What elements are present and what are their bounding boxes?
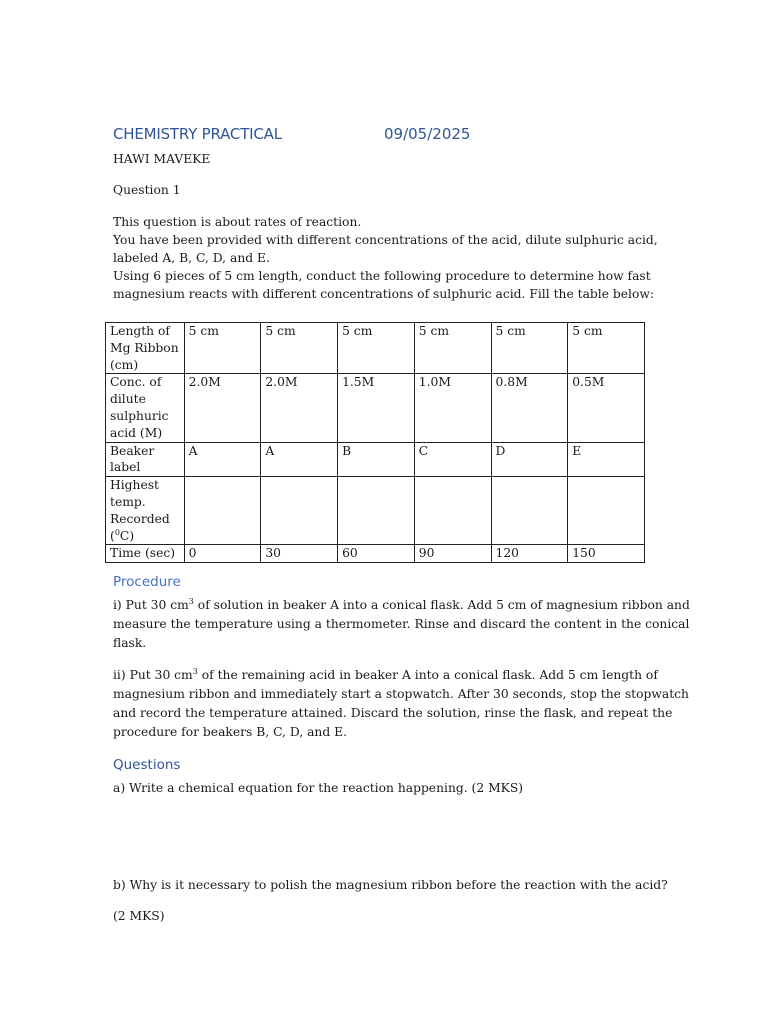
row-header-temperature — [106, 477, 185, 545]
header-line: Conc. of — [110, 375, 162, 390]
row-header-length — [106, 323, 185, 374]
step-line — [113, 666, 658, 685]
header-line: Recorded — [110, 511, 170, 526]
table-cell[interactable]: 5 cm — [184, 323, 261, 374]
table-cell[interactable]: E — [568, 442, 645, 477]
intro-paragraph — [113, 213, 658, 303]
document-title: CHEMISTRY PRACTICAL — [113, 125, 282, 143]
results-table — [105, 322, 645, 563]
table-cell[interactable]: 1.5M — [338, 374, 415, 442]
table-cell-empty[interactable] — [414, 477, 491, 545]
table-cell[interactable]: 0.5M — [568, 374, 645, 442]
header-line: Length of — [110, 324, 170, 338]
table-cell[interactable]: D — [491, 442, 568, 477]
intro-line: labeled A, B, C, D, and E. — [113, 251, 270, 265]
step-line: procedure for beakers B, C, D, and E. — [113, 725, 348, 739]
table-row — [106, 374, 645, 442]
table-row — [106, 323, 645, 374]
document-date: 09/05/2025 — [384, 125, 471, 143]
table-cell[interactable]: 2.0M — [184, 374, 261, 442]
question-label: Question 1 — [113, 183, 181, 197]
table-cell[interactable]: A — [261, 442, 338, 477]
table-cell[interactable]: 0 — [184, 545, 261, 563]
header-line — [110, 528, 180, 545]
table-cell-empty[interactable] — [184, 477, 261, 545]
header-line: acid (M) — [110, 425, 163, 440]
table-cell[interactable]: 150 — [568, 545, 645, 563]
header-line: temp. — [110, 494, 146, 509]
table-cell[interactable]: 5 cm — [414, 323, 491, 374]
degree-superscript: 0 — [114, 527, 120, 537]
question-a: a) Write a chemical equation for the reaction happening. (2 MKS) — [113, 781, 524, 795]
procedure-step-2 — [113, 666, 689, 742]
table-cell[interactable]: 120 — [491, 545, 568, 563]
table-cell[interactable]: 2.0M — [261, 374, 338, 442]
step-text: of the remaining acid in beaker A into a conical flask. Add 5 cm length of — [197, 668, 658, 682]
table-cell[interactable]: 0.8M — [491, 374, 568, 442]
cubic-superscript: 3 — [192, 666, 198, 676]
table-cell[interactable]: B — [338, 442, 415, 477]
table-row — [106, 442, 645, 477]
header-line: sulphuric — [110, 408, 169, 423]
header-line: Highest — [110, 478, 159, 493]
header-line: dilute — [110, 392, 146, 407]
header-line: Time (sec) — [110, 546, 176, 561]
table-row — [106, 545, 645, 563]
table-cell-empty[interactable] — [491, 477, 568, 545]
table-cell[interactable]: 5 cm — [568, 323, 645, 374]
questions-heading: Questions — [113, 757, 181, 773]
procedure-step-1 — [113, 596, 690, 653]
header-line: (cm) — [110, 357, 139, 372]
table-cell[interactable]: 5 cm — [338, 323, 415, 374]
step-line: flask. — [113, 636, 147, 650]
intro-line: You have been provided with different concentrations of the acid, dilute sulphuric acid, — [113, 233, 658, 247]
table-cell[interactable]: 60 — [338, 545, 415, 563]
header-line: Mg Ribbon — [110, 340, 179, 355]
step-prefix: i) Put 30 cm — [113, 598, 189, 612]
intro-line: magnesium reacts with different concentrations of sulphuric acid. Fill the table below: — [113, 287, 655, 301]
table-cell-empty[interactable] — [338, 477, 415, 545]
table-cell-empty[interactable] — [261, 477, 338, 545]
header-line: label — [110, 460, 141, 475]
step-prefix: ii) Put 30 cm — [113, 668, 193, 682]
table-row — [106, 477, 645, 545]
header-line: Beaker — [110, 443, 155, 458]
step-line: and record the temperature attained. Discard the solution, rinse the flask, and repeat the — [113, 706, 673, 720]
table-cell-empty[interactable] — [568, 477, 645, 545]
intro-line: This question is about rates of reaction. — [113, 215, 362, 229]
procedure-heading: Procedure — [113, 574, 181, 590]
table-cell[interactable]: 5 cm — [491, 323, 568, 374]
step-text: of solution in beaker A into a conical flask. Add 5 cm of magnesium ribbon and — [193, 598, 690, 612]
step-line — [113, 596, 690, 615]
paren-open: ( — [110, 528, 115, 543]
table-cell[interactable]: 30 — [261, 545, 338, 563]
step-line: measure the temperature using a thermometer. Rinse and discard the content in the conical — [113, 617, 690, 631]
question-b: b) Why is it necessary to polish the magnesium ribbon before the reaction with the acid? — [113, 878, 668, 892]
unit-celsius: C) — [119, 528, 135, 543]
title-row — [113, 125, 653, 147]
table-cell[interactable]: 5 cm — [261, 323, 338, 374]
table-cell[interactable]: 90 — [414, 545, 491, 563]
row-header-time — [106, 545, 185, 563]
intro-line: Using 6 pieces of 5 cm length, conduct the following procedure to determine how fast — [113, 269, 651, 283]
row-header-beaker — [106, 442, 185, 477]
row-header-concentration — [106, 374, 185, 442]
student-name: HAWI MAVEKE — [113, 152, 211, 166]
question-b-marks: (2 MKS) — [113, 909, 165, 923]
cubic-superscript: 3 — [188, 596, 194, 606]
step-line: magnesium ribbon and immediately start a stopwatch. After 30 seconds, stop the stopwatch — [113, 687, 689, 701]
table-cell[interactable]: A — [184, 442, 261, 477]
table-cell[interactable]: C — [414, 442, 491, 477]
table-cell[interactable]: 1.0M — [414, 374, 491, 442]
